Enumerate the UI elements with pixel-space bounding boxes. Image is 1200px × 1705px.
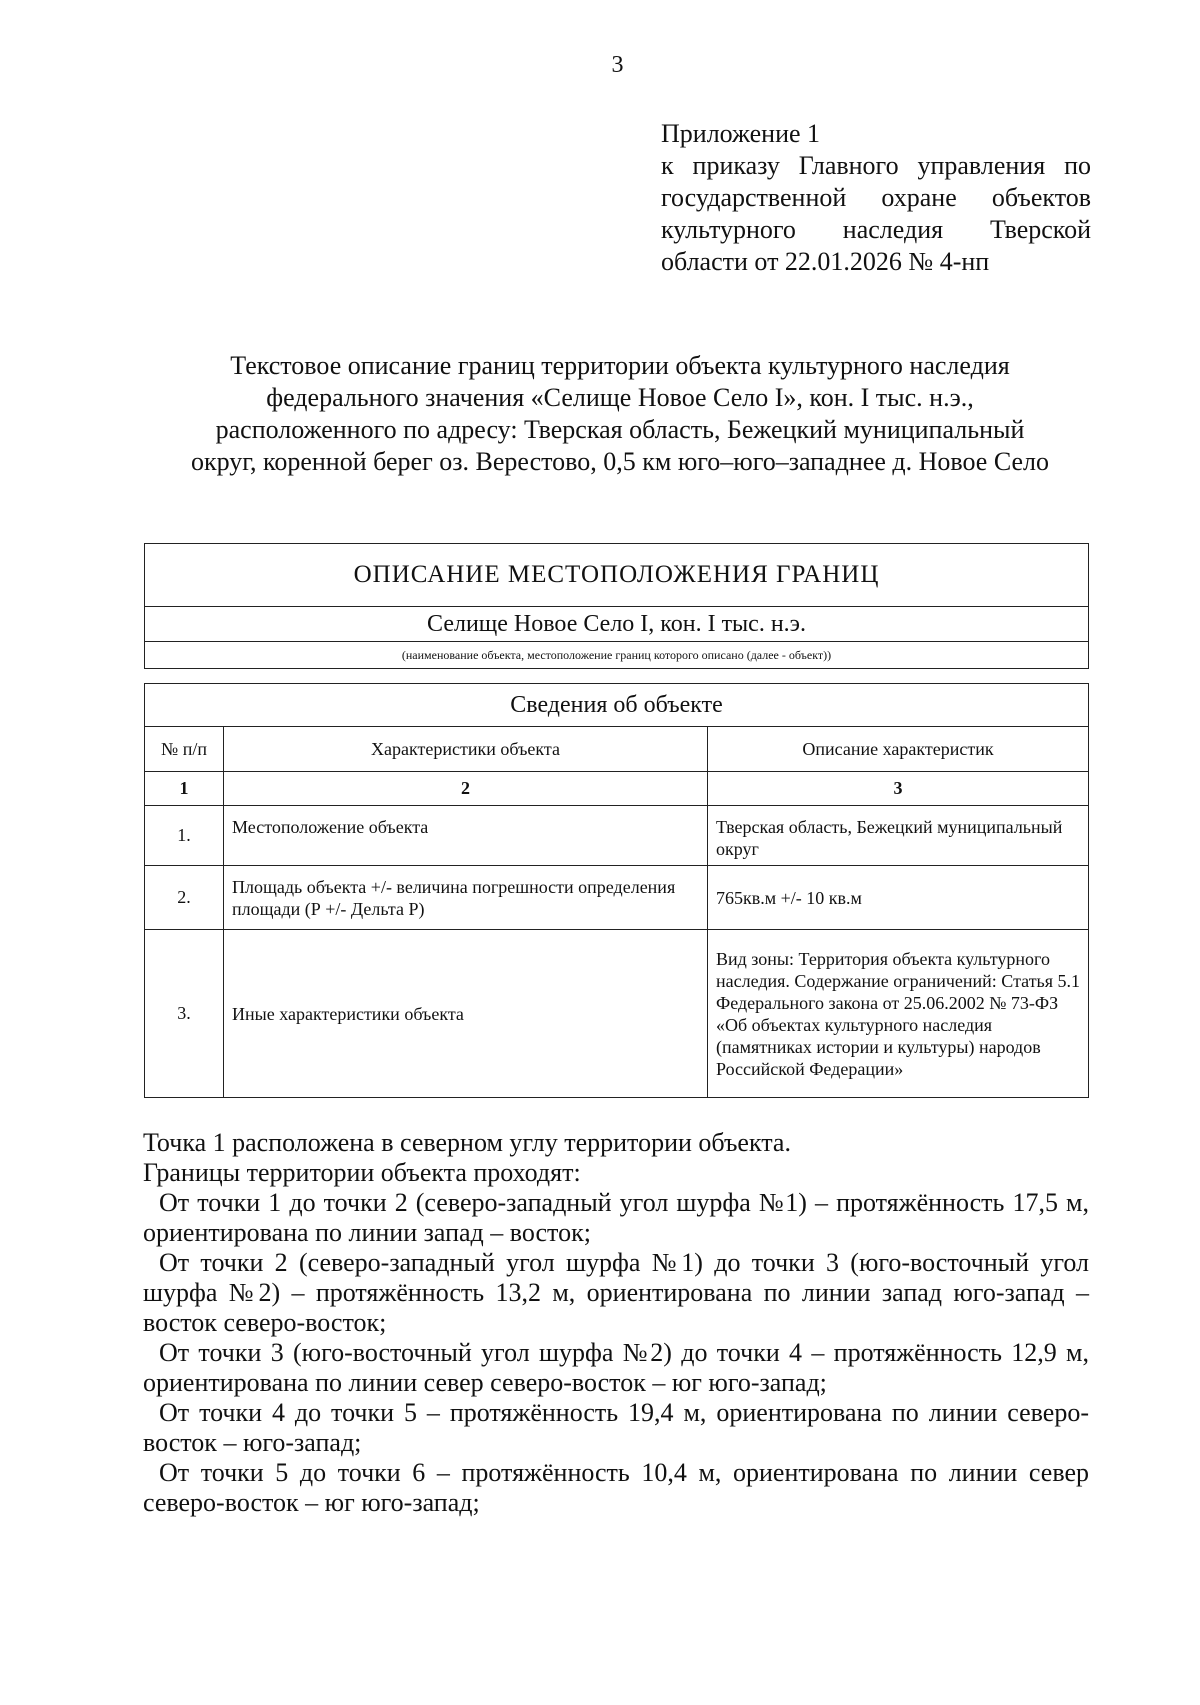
appendix-line: культурного наследия Тверской: [661, 215, 1091, 244]
document-title: [130, 350, 1110, 478]
appendix-line: Приложение 1: [661, 119, 821, 148]
boundary-text: [143, 1128, 1089, 1518]
section-title: ОПИСАНИЕ МЕСТОПОЛОЖЕНИЯ ГРАНИЦ: [145, 544, 1089, 607]
page-number: 3: [611, 52, 624, 78]
title-line: федерального значения «Селище Новое Село I», кон. I тыс. н.э.,: [266, 383, 974, 412]
header-number: № п/п: [145, 727, 224, 772]
header-characteristic: Характеристики объекта: [224, 727, 708, 772]
header-description: Описание характеристик: [708, 727, 1089, 772]
object-info-title: Сведения об объекте: [145, 684, 1089, 727]
column-number: 1: [145, 772, 224, 806]
table-row: [145, 866, 1089, 930]
object-name-note: (наименование объекта, местоположение границ которого описано (далее - объект)): [145, 642, 1089, 669]
row-number: 2.: [145, 866, 224, 930]
appendix-line: к приказу Главного управления по: [661, 151, 1091, 180]
object-name: Селище Новое Село I, кон. I тыс. н.э.: [145, 607, 1089, 642]
paragraph: Границы территории объекта проходят:: [143, 1158, 581, 1187]
row-characteristic: Иные характеристики объекта: [224, 930, 708, 1098]
appendix-header: [661, 118, 1091, 278]
table-header-row: [145, 727, 1089, 772]
row-number: 3.: [145, 930, 224, 1098]
column-number: 3: [708, 772, 1089, 806]
column-number: 2: [224, 772, 708, 806]
paragraph: От точки 4 до точки 5 – протяжённость 19,4 м, ориентирована по линии северо-восток – юго-запад;: [143, 1398, 1089, 1457]
paragraph: Точка 1 расположена в северном углу территории объекта.: [143, 1128, 791, 1157]
paragraph: От точки 5 до точки 6 – протяжённость 10,4 м, ориентирована по линии север северо-восток – юг юго-запад;: [143, 1458, 1089, 1517]
row-characteristic: Площадь объекта +/- величина погрешности определения площади (Р +/- Дельта Р): [224, 866, 708, 930]
title-line: расположенного по адресу: Тверская область, Бежецкий муниципальный: [215, 415, 1025, 444]
table-row: [145, 930, 1089, 1098]
appendix-line: государственной охране объектов: [661, 183, 1091, 212]
table-row: [145, 806, 1089, 866]
paragraph: От точки 2 (северо-западный угол шурфа №1) до точки 3 (юго-восточный угол шурфа №2) – протяжённость 13,2 м, ориентирована по линии запад юго-запад – восток северо-восток;: [143, 1248, 1089, 1337]
paragraph: От точки 1 до точки 2 (северо-западный угол шурфа №1) – протяжённость 17,5 м, ориентирована по линии запад – восток;: [143, 1188, 1089, 1247]
table-spacer: [145, 669, 1089, 684]
title-line: Текстовое описание границ территории объекта культурного наследия: [230, 351, 1010, 380]
title-line: округ, коренной берег оз. Верестово, 0,5 км юго–юго–западнее д. Новое Село: [191, 447, 1049, 476]
row-characteristic: Местоположение объекта: [224, 806, 708, 866]
row-description: Тверская область, Бежецкий муниципальный округ: [708, 806, 1089, 866]
column-number-row: [145, 772, 1089, 806]
appendix-line: области от 22.01.2026 № 4-нп: [661, 247, 990, 276]
row-description: 765кв.м +/- 10 кв.м: [708, 866, 1089, 930]
paragraph: От точки 3 (юго-восточный угол шурфа №2) до точки 4 – протяжённость 12,9 м, ориентирована по линии север северо-восток – юг юго-запад;: [143, 1338, 1089, 1397]
row-description: Вид зоны: Территория объекта культурного наследия. Содержание ограничений: Статья 5.1 Федерального закона от 25.06.2002 № 73-ФЗ «Об объектах культурного наследия (памятниках истории и культуры) народов Российской Федерации»: [708, 930, 1089, 1098]
row-number: 1.: [145, 806, 224, 866]
boundary-description-table: [144, 543, 1089, 1098]
